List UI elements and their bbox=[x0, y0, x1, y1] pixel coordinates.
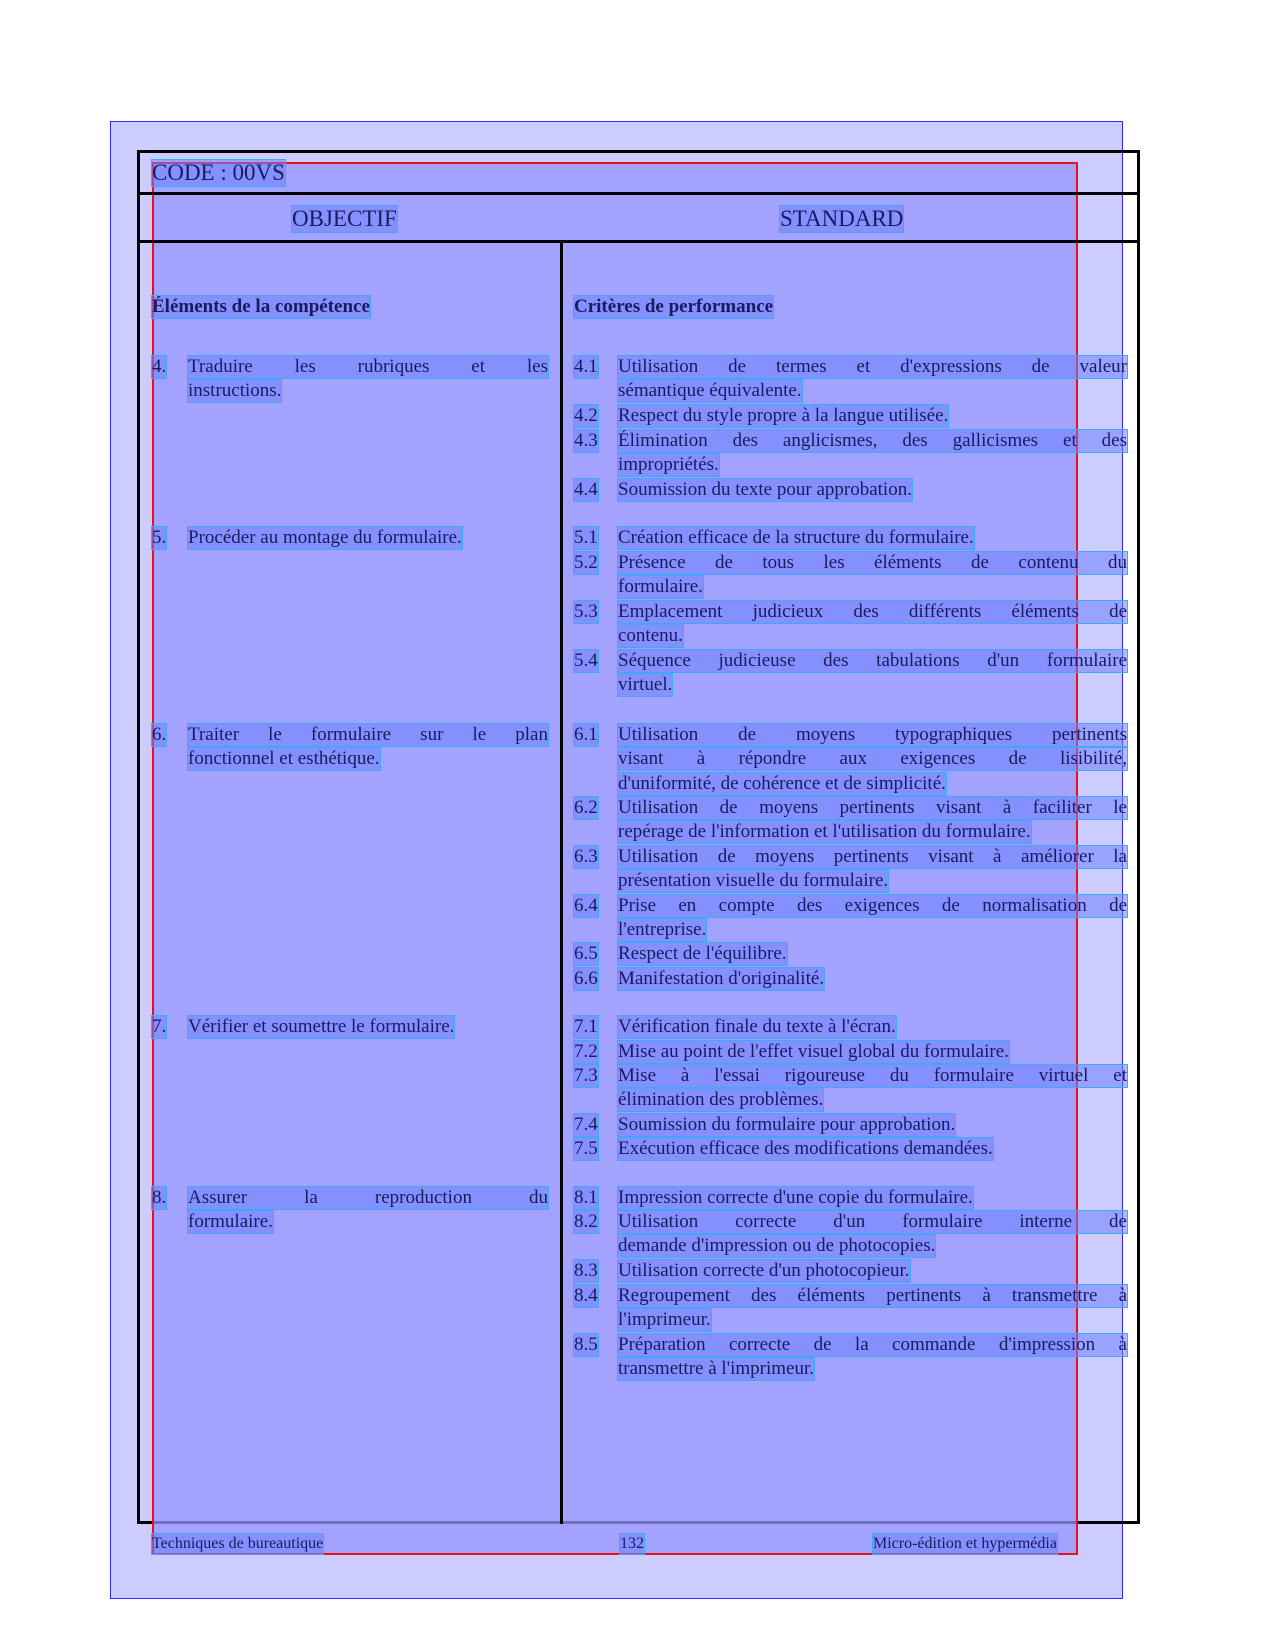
code-label: CODE : 00VS bbox=[152, 160, 285, 185]
criterion-number: 7.5 bbox=[574, 1138, 598, 1159]
criterion-text: l'imprimeur. bbox=[618, 1309, 711, 1331]
criterion-number: 8.1 bbox=[574, 1187, 598, 1208]
criterion-text: contenu. bbox=[618, 625, 683, 647]
criterion-text: sémantique équivalente. bbox=[618, 380, 802, 402]
criterion-text: Utilisation correcte d'un formulaire interne de bbox=[618, 1211, 1127, 1232]
criterion-text: transmettre à l'imprimeur. bbox=[618, 1358, 815, 1380]
criterion-number: 5.1 bbox=[574, 527, 598, 548]
header-objectif: OBJECTIF bbox=[292, 206, 397, 231]
element-text: instructions. bbox=[188, 380, 282, 402]
criterion-text: Prise en compte des exigences de normalisation de bbox=[618, 895, 1127, 916]
criterion-text: Soumission du formulaire pour approbation. bbox=[618, 1114, 956, 1135]
element-number: 5. bbox=[152, 527, 167, 548]
criterion-text: Exécution efficace des modifications demandées. bbox=[618, 1138, 993, 1159]
criterion-number: 6.4 bbox=[574, 895, 598, 916]
criterion-text: impropriétés. bbox=[618, 454, 719, 476]
criterion-number: 6.3 bbox=[574, 846, 598, 867]
header-standard: STANDARD bbox=[780, 206, 904, 231]
criterion-text: Mise au point de l'effet visuel global du formulaire. bbox=[618, 1041, 1009, 1062]
criterion-text: Soumission du texte pour approbation. bbox=[618, 479, 912, 500]
column-title-elements: Éléments de la compétence bbox=[152, 296, 370, 317]
criterion-number: 5.4 bbox=[574, 650, 598, 671]
criterion-number: 6.1 bbox=[574, 724, 598, 745]
footer-module: Micro-édition et hypermédia bbox=[873, 1535, 1057, 1552]
criterion-text: d'uniformité, de cohérence et de simplicité. bbox=[618, 772, 946, 794]
criterion-number: 8.3 bbox=[574, 1260, 598, 1281]
criterion-text: Respect de l'équilibre. bbox=[618, 943, 787, 964]
element-text: Assurer la reproduction du bbox=[188, 1187, 548, 1208]
criterion-number: 6.2 bbox=[574, 797, 598, 818]
criterion-text: Mise à l'essai rigoureuse du formulaire virtuel et bbox=[618, 1065, 1127, 1086]
criterion-number: 8.2 bbox=[574, 1211, 598, 1232]
criterion-text: Préparation correcte de la commande d'impression à bbox=[618, 1334, 1127, 1355]
table-divider-header bbox=[137, 240, 1140, 243]
criterion-number: 5.3 bbox=[574, 601, 598, 622]
criterion-number: 8.5 bbox=[574, 1334, 598, 1355]
element-text: formulaire. bbox=[188, 1211, 273, 1233]
criterion-number: 7.3 bbox=[574, 1065, 598, 1086]
criterion-text: Séquence judicieuse des tabulations d'un formulaire bbox=[618, 650, 1127, 671]
criterion-text: l'entreprise. bbox=[618, 919, 707, 941]
element-text: Procéder au montage du formulaire. bbox=[188, 527, 462, 548]
criterion-number: 7.4 bbox=[574, 1114, 598, 1135]
criterion-text: Utilisation correcte d'un photocopieur. bbox=[618, 1260, 910, 1281]
table-divider-top bbox=[137, 192, 1140, 195]
criterion-text: Manifestation d'originalité. bbox=[618, 968, 825, 989]
element-text: fonctionnel et esthétique. bbox=[188, 748, 380, 770]
footer-page-number: 132 bbox=[620, 1535, 644, 1552]
criterion-text: repérage de l'information et l'utilisation du formulaire. bbox=[618, 821, 1031, 843]
criterion-text: Vérification finale du texte à l'écran. bbox=[618, 1016, 896, 1037]
column-title-criteria: Critères de performance bbox=[574, 296, 774, 317]
criterion-number: 7.1 bbox=[574, 1016, 598, 1037]
criterion-text: présentation visuelle du formulaire. bbox=[618, 870, 889, 892]
element-text: Traduire les rubriques et les bbox=[188, 356, 548, 377]
criterion-text: Utilisation de moyens typographiques pertinents bbox=[618, 724, 1127, 745]
criterion-text: virtuel. bbox=[618, 674, 673, 696]
criterion-number: 4.1 bbox=[574, 356, 598, 377]
criterion-text: Regroupement des éléments pertinents à transmettre à bbox=[618, 1285, 1127, 1306]
criterion-text: Utilisation de moyens pertinents visant à faciliter le bbox=[618, 797, 1127, 818]
criterion-number: 6.5 bbox=[574, 943, 598, 964]
element-text: Vérifier et soumettre le formulaire. bbox=[188, 1016, 455, 1037]
criterion-text: Création efficace de la structure du formulaire. bbox=[618, 527, 974, 548]
criterion-text: Emplacement judicieux des différents éléments de bbox=[618, 601, 1127, 622]
criterion-number: 6.6 bbox=[574, 968, 598, 989]
criterion-text: visant à répondre aux exigences de lisibilité, bbox=[618, 748, 1127, 770]
element-number: 7. bbox=[152, 1016, 167, 1037]
criterion-text: formulaire. bbox=[618, 576, 703, 598]
criterion-text: demande d'impression ou de photocopies. bbox=[618, 1235, 936, 1257]
footer-program: Techniques de bureautique bbox=[152, 1535, 324, 1552]
criterion-text: Utilisation de moyens pertinents visant à améliorer la bbox=[618, 846, 1127, 867]
element-number: 4. bbox=[152, 356, 167, 377]
criterion-text: Présence de tous les éléments de contenu du bbox=[618, 552, 1127, 573]
criterion-number: 4.4 bbox=[574, 479, 598, 500]
element-number: 6. bbox=[152, 724, 167, 745]
criterion-number: 4.3 bbox=[574, 430, 598, 451]
criterion-number: 4.2 bbox=[574, 405, 598, 426]
criterion-text: Impression correcte d'une copie du formulaire. bbox=[618, 1187, 973, 1208]
criterion-text: élimination des problèmes. bbox=[618, 1089, 824, 1111]
criterion-number: 7.2 bbox=[574, 1041, 598, 1062]
criterion-text: Respect du style propre à la langue utilisée. bbox=[618, 405, 949, 426]
criterion-text: Utilisation de termes et d'expressions de valeur bbox=[618, 356, 1127, 377]
criterion-number: 5.2 bbox=[574, 552, 598, 573]
column-divider bbox=[560, 240, 563, 1524]
criterion-text: Élimination des anglicismes, des gallicismes et des bbox=[618, 430, 1127, 451]
element-text: Traiter le formulaire sur le plan bbox=[188, 724, 548, 745]
element-number: 8. bbox=[152, 1187, 167, 1208]
criterion-number: 8.4 bbox=[574, 1285, 598, 1306]
